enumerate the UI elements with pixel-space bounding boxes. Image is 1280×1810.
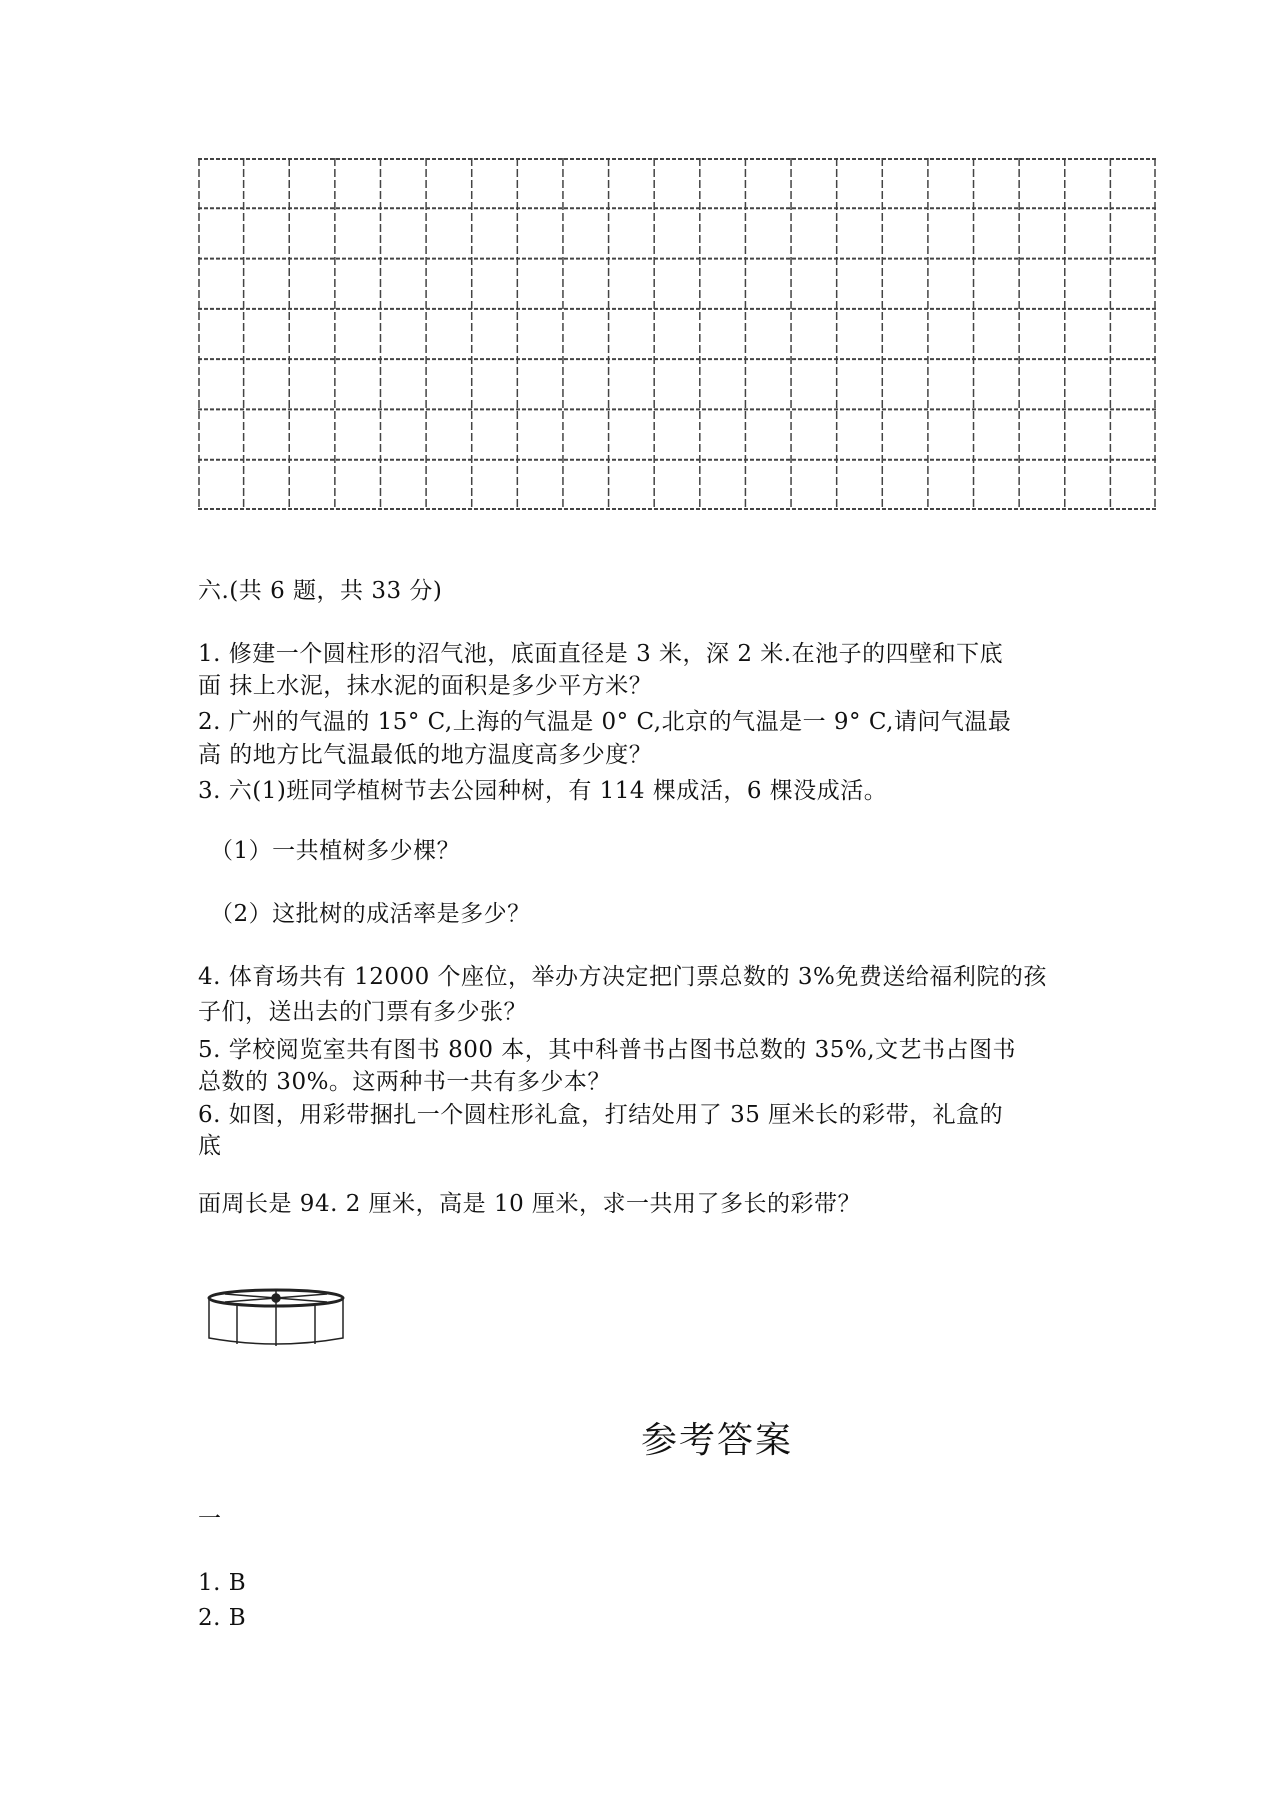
question-1-line-2: 面 抹上水泥，抹水泥的面积是多少平方米？ (198, 673, 653, 699)
question-6-line-3: 面周长是 94. 2 厘米，高是 10 厘米，求一共用了多长的彩带？ (198, 1191, 862, 1217)
question-2-line-2: 高 的地方比气温最低的地方温度高多少度？ (198, 742, 653, 768)
question-4-line-2: 子们，送出去的门票有多少张？ (198, 999, 527, 1025)
question-6-line-2: 底 (198, 1133, 222, 1159)
question-1-line-1: 1. 修建一个圆柱形的沼气池，底面直径是 3 米，深 2 米.在池子的四壁和下底 (198, 641, 1004, 667)
cylinder-gift-box-figure (205, 1286, 347, 1348)
question-5-line-1: 5. 学校阅览室共有图书 800 本，其中科普书占图书总数的 35%,文艺书占图书 (198, 1037, 1017, 1063)
question-5-line-2: 总数的 30%。这两种书一共有多少本？ (198, 1069, 611, 1095)
answer-key-title: 参考答案 (640, 1420, 793, 1461)
question-2-line-1: 2. 广州的气温的 15° C,上海的气温是 0° C,北京的气温是一 9° C,请问气温最 (198, 709, 1012, 735)
question-4-line-1: 4. 体育场共有 12000 个座位，举办方决定把门票总数的 3%免费送给福利院的孩 (198, 964, 1047, 990)
question-6-line-1: 6. 如图，用彩带捆扎一个圆柱形礼盒，打结处用了 35 厘米长的彩带，礼盒的 (198, 1102, 1004, 1128)
question-3-part-2: （2）这批树的成活率是多少？ (210, 901, 531, 927)
question-3: 3. 六(1)班同学植树节去公园种树，有 114 棵成活，6 棵没成活。 (198, 778, 888, 804)
answer-section-label: 一 (198, 1506, 222, 1532)
answer-item-2: 2. B (198, 1605, 247, 1631)
question-3-part-1: （1）一共植树多少棵？ (210, 838, 461, 864)
writing-grid (198, 158, 1156, 510)
answer-item-1: 1. B (198, 1570, 247, 1596)
section-heading: 六.(共 6 题，共 33 分) (198, 578, 443, 604)
